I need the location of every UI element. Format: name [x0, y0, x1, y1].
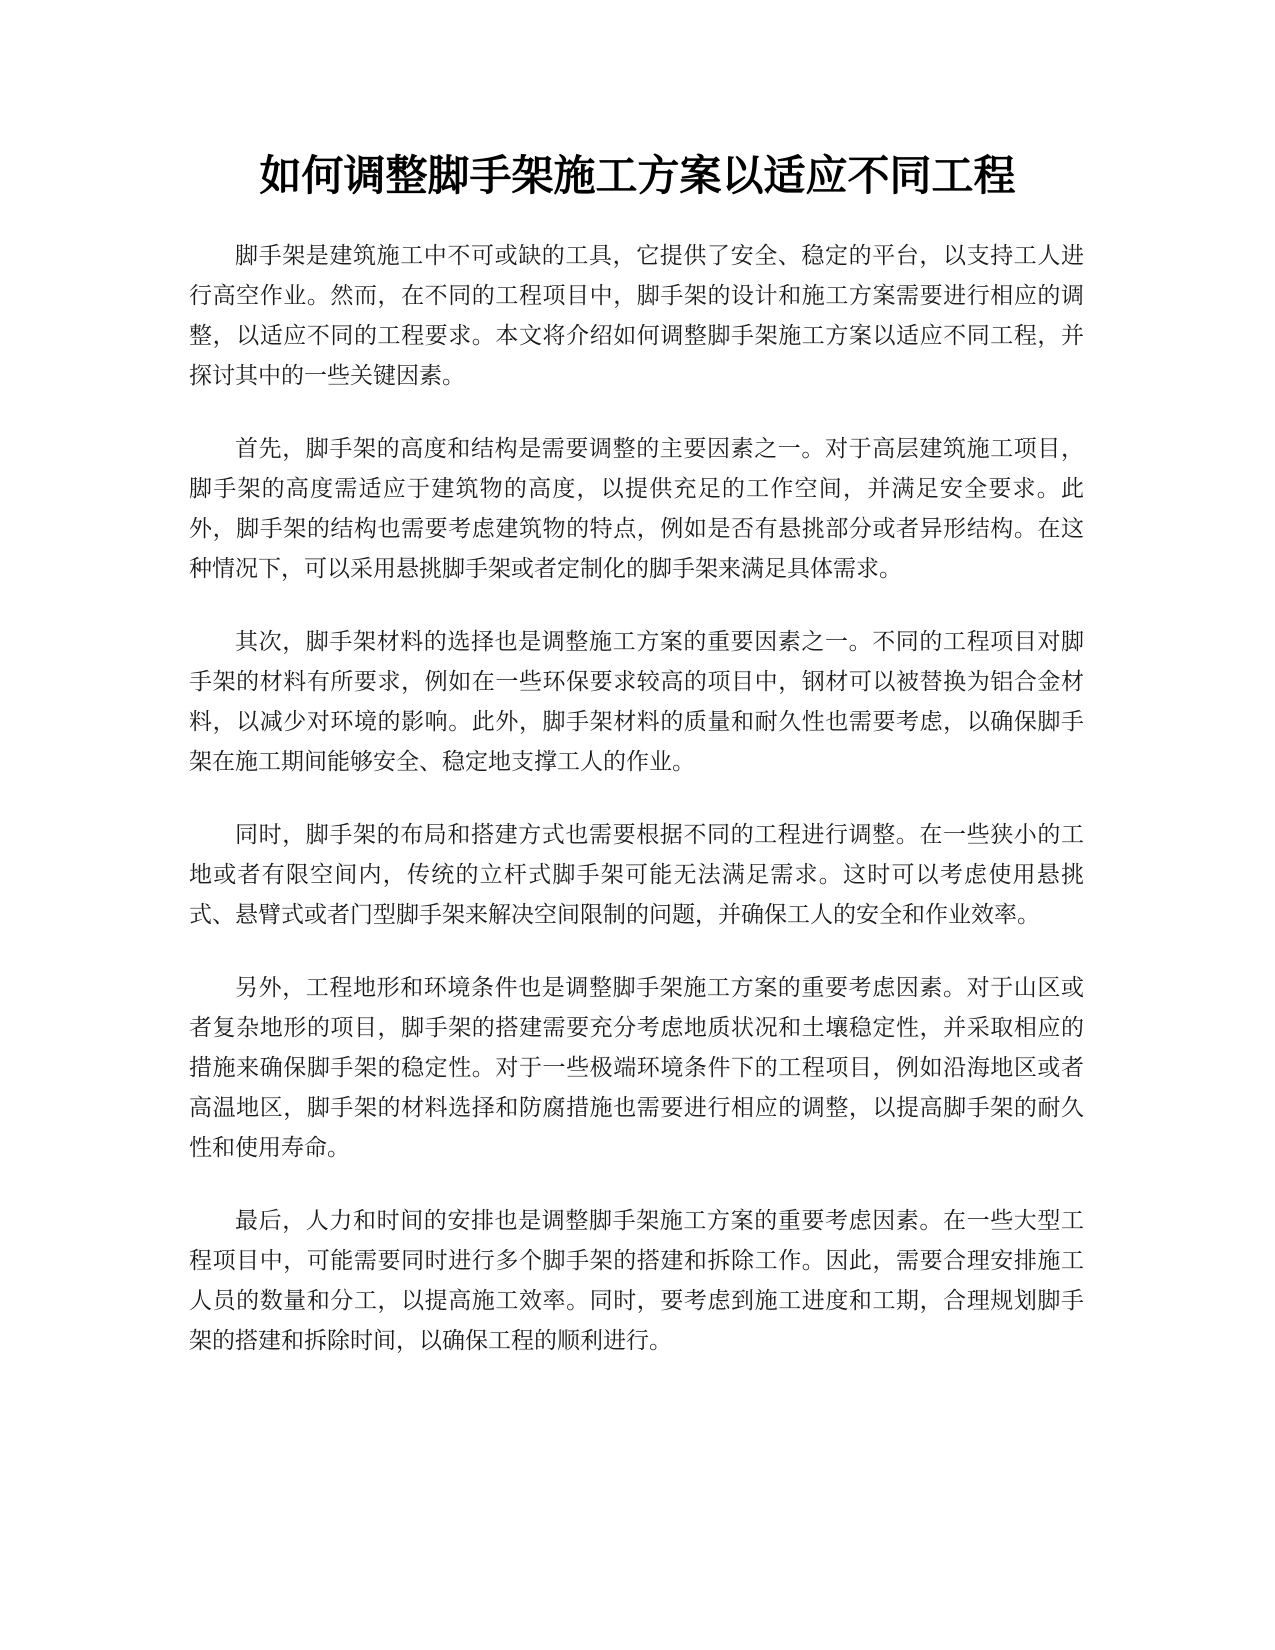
- paragraph-intro: 脚手架是建筑施工中不可或缺的工具，它提供了安全、稳定的平台，以支持工人进行高空作业。然而，在不同的工程项目中，脚手架的设计和施工方案需要进行相应的调整，以适应不同的工程要求。本文将介绍如何调整脚手架施工方案以适应不同工程，并探讨其中的一些关键因素。: [189, 243, 1084, 389]
- paragraph-terrain-environment: 另外，工程地形和环境条件也是调整脚手架施工方案的重要考虑因素。对于山区或者复杂地形的项目，脚手架的搭建需要充分考虑地质状况和土壤稳定性，并采取相应的措施来确保脚手架的稳定性。对于一些极端环境条件下的工程项目，例如沿海地区或者高温地区，脚手架的材料选择和防腐措施也需要进行相应的调整，以提高脚手架的耐久性和使用寿命。: [189, 975, 1084, 1161]
- document-title: 如何调整脚手架施工方案以适应不同工程: [259, 151, 1016, 200]
- paragraph-manpower-time: 最后，人力和时间的安排也是调整脚手架施工方案的重要考虑因素。在一些大型工程项目中，可能需要同时进行多个脚手架的搭建和拆除工作。因此，需要合理安排施工人员的数量和分工，以提高施工效率。同时，要考虑到施工进度和工期，合理规划脚手架的搭建和拆除时间，以确保工程的顺利进行。: [189, 1208, 1084, 1354]
- document-body: [189, 236, 1084, 1394]
- paragraph-layout: 同时，脚手架的布局和搭建方式也需要根据不同的工程进行调整。在一些狭小的工地或者有限空间内，传统的立杆式脚手架可能无法满足需求。这时可以考虑使用悬挑式、悬臂式或者门型脚手架来解决空间限制的问题，并确保工人的安全和作业效率。: [189, 822, 1084, 928]
- paragraph-materials: 其次，脚手架材料的选择也是调整施工方案的重要因素之一。不同的工程项目对脚手架的材料有所要求，例如在一些环保要求较高的项目中，钢材可以被替换为铝合金材料，以减少对环境的影响。此外，脚手架材料的质量和耐久性也需要考虑，以确保脚手架在施工期间能够安全、稳定地支撑工人的作业。: [189, 629, 1084, 775]
- paragraph-height-structure: 首先，脚手架的高度和结构是需要调整的主要因素之一。对于高层建筑施工项目，脚手架的高度需适应于建筑物的高度，以提供充足的工作空间，并满足安全要求。此外，脚手架的结构也需要考虑建筑物的特点，例如是否有悬挑部分或者异形结构。在这种情况下，可以采用悬挑脚手架或者定制化的脚手架来满足具体需求。: [189, 436, 1084, 582]
